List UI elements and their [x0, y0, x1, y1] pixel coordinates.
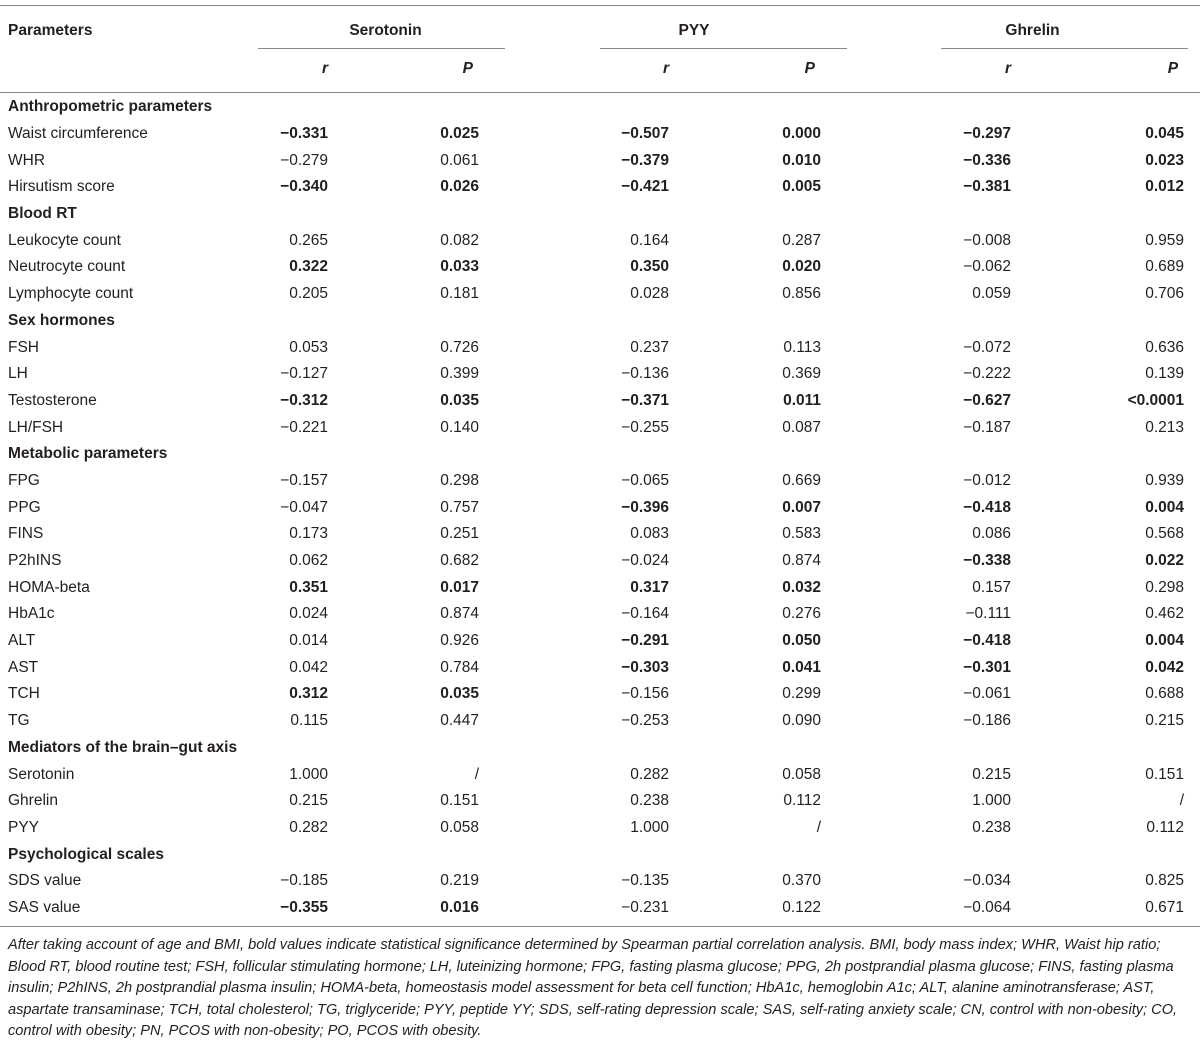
p-value-cell: 0.061 — [440, 151, 479, 169]
p-value-cell: 0.035 — [440, 391, 479, 409]
r-value-cell: −0.421 — [621, 178, 669, 196]
r-value-cell: −0.012 — [963, 471, 1012, 489]
p-value-cell: 0.399 — [440, 365, 479, 383]
r-value-cell: 0.215 — [289, 792, 328, 810]
ghrelin-p-header: P — [1167, 60, 1179, 77]
parameter-name: HOMA-beta — [8, 578, 90, 596]
r-value-cell: −0.062 — [963, 258, 1012, 276]
table-row — [0, 681, 1200, 708]
parameter-name: ALT — [8, 632, 36, 650]
r-value-cell: 0.115 — [290, 712, 328, 730]
parameter-name: Hirsutism score — [8, 178, 115, 196]
r-value-cell: −0.336 — [963, 151, 1012, 169]
table-row — [0, 414, 1200, 441]
p-value-cell: 0.050 — [782, 632, 822, 650]
p-value-cell: 0.139 — [1145, 365, 1185, 383]
p-value-cell: 0.012 — [1145, 178, 1185, 196]
p-value-cell: 0.671 — [1145, 898, 1185, 916]
p-value-cell: 0.020 — [782, 258, 822, 276]
r-value-cell: −0.136 — [621, 365, 669, 383]
table-row — [0, 334, 1200, 361]
parameter-name: PPG — [8, 498, 41, 516]
p-value-cell: 0.004 — [1145, 632, 1185, 650]
parameter-name: TCH — [8, 685, 40, 703]
r-value-cell: −0.331 — [280, 125, 328, 143]
p-value-cell: 0.706 — [1145, 285, 1185, 303]
parameter-name: HbA1c — [8, 605, 55, 623]
parameter-name: Lymphocyte count — [8, 285, 134, 303]
p-value-cell: 0.757 — [440, 498, 479, 516]
r-value-cell: −0.255 — [621, 418, 669, 436]
p-value-cell: 0.636 — [1145, 338, 1185, 356]
r-value-cell: 0.238 — [630, 792, 669, 810]
r-value-cell: −0.312 — [280, 391, 328, 409]
parameter-name: LH/FSH — [8, 418, 64, 436]
p-value-cell: 0.688 — [1145, 685, 1185, 703]
parameter-name: Neutrocyte count — [8, 258, 126, 276]
r-value-cell: −0.111 — [965, 605, 1012, 623]
r-value-cell: −0.065 — [621, 471, 669, 489]
correlation-table — [0, 6, 1200, 921]
p-value-cell: 0.939 — [1145, 471, 1185, 489]
table-row — [0, 147, 1200, 174]
parameter-name: Ghrelin — [8, 792, 58, 810]
parameter-name: FINS — [8, 525, 44, 543]
r-value-cell: −0.291 — [621, 632, 669, 650]
r-value-cell: 0.083 — [630, 525, 669, 543]
bottom-rule — [0, 926, 1200, 927]
r-value-cell: −0.156 — [621, 685, 669, 703]
p-value-cell: 0.140 — [440, 418, 479, 436]
section-row — [0, 94, 1200, 121]
r-value-cell: 0.062 — [289, 552, 328, 570]
p-value-cell: 0.874 — [782, 552, 822, 570]
p-value-cell: 0.026 — [440, 178, 479, 196]
p-value-cell: 0.035 — [440, 685, 479, 703]
r-value-cell: −0.253 — [621, 712, 669, 730]
p-value-cell: 0.151 — [1145, 765, 1185, 783]
r-value-cell: −0.396 — [621, 498, 669, 516]
table-row — [0, 227, 1200, 254]
p-value-cell: 0.087 — [782, 418, 822, 436]
r-value-cell: 0.164 — [630, 231, 669, 249]
r-value-cell: −0.072 — [963, 338, 1012, 356]
serotonin-r-header: r — [321, 60, 328, 77]
r-value-cell: 0.042 — [289, 658, 328, 676]
section-title: Mediators of the brain–gut axis — [8, 738, 238, 756]
section-row — [0, 441, 1200, 468]
p-value-cell: 0.010 — [782, 151, 822, 169]
p-value-cell: 0.042 — [1145, 658, 1185, 676]
p-value-cell: 0.215 — [1145, 712, 1185, 730]
r-value-cell: −0.127 — [280, 365, 328, 383]
p-value-cell: 0.874 — [440, 605, 479, 623]
p-value-cell: 0.007 — [782, 498, 822, 516]
p-value-cell: 0.041 — [782, 658, 822, 676]
r-value-cell: −0.627 — [963, 391, 1012, 409]
r-value-cell: 0.265 — [289, 231, 328, 249]
p-value-cell: 0.000 — [782, 125, 822, 143]
parameter-name: Serotonin — [8, 765, 75, 783]
table-row — [0, 121, 1200, 148]
table-row — [0, 601, 1200, 628]
table-row — [0, 868, 1200, 895]
p-value-cell: 0.298 — [440, 471, 479, 489]
section-title: Blood RT — [8, 205, 77, 223]
r-value-cell: 1.000 — [630, 818, 669, 836]
p-value-cell: / — [816, 818, 822, 836]
r-value-cell: 0.351 — [289, 578, 328, 596]
table-row — [0, 708, 1200, 735]
p-value-cell: 0.113 — [783, 338, 822, 356]
table-row — [0, 761, 1200, 788]
r-value-cell: −0.301 — [963, 658, 1012, 676]
section-row — [0, 201, 1200, 228]
r-value-cell: 0.317 — [630, 578, 669, 596]
r-value-cell: 0.215 — [972, 765, 1012, 783]
r-value-cell: −0.279 — [280, 151, 328, 169]
parameter-name: SDS value — [8, 872, 82, 890]
p-value-cell: 0.219 — [440, 872, 479, 890]
r-value-cell: 0.173 — [289, 525, 328, 543]
p-value-cell: 0.045 — [1145, 125, 1185, 143]
p-value-cell: 0.298 — [1145, 578, 1185, 596]
section-row — [0, 308, 1200, 335]
r-value-cell: −0.379 — [621, 151, 669, 169]
r-value-cell: −0.231 — [621, 898, 669, 916]
r-value-cell: −0.135 — [621, 872, 669, 890]
p-value-cell: 0.856 — [782, 285, 822, 303]
r-value-cell: −0.418 — [963, 498, 1012, 516]
r-value-cell: −0.061 — [963, 685, 1012, 703]
p-value-cell: 0.299 — [782, 685, 822, 703]
r-value-cell: −0.355 — [280, 898, 328, 916]
parameter-name: TG — [8, 712, 30, 730]
r-value-cell: −0.008 — [963, 231, 1012, 249]
section-title: Sex hormones — [8, 311, 115, 329]
p-value-cell: 0.689 — [1145, 258, 1185, 276]
p-value-cell: 0.090 — [782, 712, 822, 730]
r-value-cell: −0.187 — [963, 418, 1012, 436]
r-value-cell: 0.053 — [289, 338, 328, 356]
pyy-p-header: P — [804, 60, 816, 77]
r-value-cell: 0.205 — [289, 285, 328, 303]
parameter-name: Testosterone — [8, 391, 97, 409]
section-title: Psychological scales — [8, 845, 164, 863]
r-value-cell: −0.340 — [280, 178, 328, 196]
parameter-name: WHR — [8, 151, 46, 169]
p-value-cell: 0.023 — [1145, 151, 1185, 169]
r-value-cell: −0.418 — [963, 632, 1012, 650]
p-value-cell: 0.583 — [782, 525, 822, 543]
r-value-cell: 1.000 — [972, 792, 1012, 810]
parameter-name: P2hINS — [8, 552, 62, 570]
r-value-cell: −0.064 — [963, 898, 1012, 916]
section-row — [0, 735, 1200, 762]
table-row — [0, 494, 1200, 521]
p-value-cell: <0.0001 — [1127, 391, 1185, 409]
table-row — [0, 361, 1200, 388]
section-title: Anthropometric parameters — [8, 98, 213, 116]
table-row — [0, 895, 1200, 922]
p-value-cell: 0.112 — [783, 792, 822, 810]
table-row — [0, 254, 1200, 281]
r-value-cell: 0.157 — [972, 578, 1012, 596]
p-value-cell: 0.033 — [440, 258, 479, 276]
r-value-cell: 0.282 — [630, 765, 669, 783]
p-value-cell: 0.181 — [440, 285, 479, 303]
p-value-cell: 0.112 — [1146, 818, 1185, 836]
serotonin-header: Serotonin — [349, 22, 422, 39]
parameter-name: Waist circumference — [8, 125, 148, 143]
p-value-cell: 0.151 — [440, 792, 479, 810]
r-value-cell: 0.312 — [289, 685, 328, 703]
p-value-cell: 0.025 — [440, 125, 479, 143]
ghrelin-r-header: r — [1004, 60, 1012, 77]
p-value-cell: 0.959 — [1145, 231, 1185, 249]
parameters-header: Parameters — [8, 22, 93, 39]
p-value-cell: 0.276 — [782, 605, 822, 623]
p-value-cell: 0.011 — [783, 391, 822, 409]
p-value-cell: 0.568 — [1145, 525, 1185, 543]
r-value-cell: −0.157 — [280, 471, 328, 489]
p-value-cell: 0.447 — [440, 712, 479, 730]
r-value-cell: 0.350 — [630, 258, 669, 276]
p-value-cell: 0.122 — [782, 898, 822, 916]
r-value-cell: −0.024 — [621, 552, 669, 570]
table-row — [0, 548, 1200, 575]
pyy-r-header: r — [662, 60, 669, 77]
p-value-cell: 0.016 — [440, 898, 479, 916]
ghrelin-header: Ghrelin — [1005, 22, 1060, 39]
r-value-cell: 0.014 — [289, 632, 328, 650]
p-value-cell: 0.005 — [782, 178, 822, 196]
r-value-cell: −0.507 — [621, 125, 669, 143]
pyy-header: PYY — [678, 22, 710, 39]
p-value-cell: 0.726 — [440, 338, 479, 356]
table-row — [0, 388, 1200, 415]
p-value-cell: 0.784 — [440, 658, 479, 676]
p-value-cell: 0.370 — [782, 872, 822, 890]
parameter-name: AST — [8, 658, 39, 676]
r-value-cell: −0.222 — [963, 365, 1012, 383]
r-value-cell: 0.086 — [972, 525, 1012, 543]
p-value-cell: 0.082 — [440, 231, 479, 249]
table-row — [0, 281, 1200, 308]
p-value-cell: 0.825 — [1145, 872, 1185, 890]
table-row — [0, 574, 1200, 601]
p-value-cell: 0.058 — [782, 765, 822, 783]
r-value-cell: −0.338 — [963, 552, 1012, 570]
parameter-name: Leukocyte count — [8, 231, 121, 249]
p-value-cell: 0.004 — [1145, 498, 1185, 516]
r-value-cell: 0.238 — [972, 818, 1012, 836]
r-value-cell: −0.034 — [963, 872, 1012, 890]
p-value-cell: 0.032 — [782, 578, 822, 596]
parameter-name: FSH — [8, 338, 39, 356]
p-value-cell: 0.017 — [440, 578, 479, 596]
p-value-cell: 0.022 — [1145, 552, 1185, 570]
p-value-cell: 0.058 — [440, 818, 479, 836]
p-value-cell: 0.369 — [782, 365, 822, 383]
table-row — [0, 654, 1200, 681]
r-value-cell: 0.024 — [289, 605, 328, 623]
p-value-cell: 0.251 — [440, 525, 479, 543]
section-row — [0, 841, 1200, 868]
p-value-cell: 0.669 — [782, 471, 822, 489]
r-value-cell: 0.322 — [289, 258, 328, 276]
p-value-cell: 0.462 — [1145, 605, 1185, 623]
section-title: Metabolic parameters — [8, 445, 168, 463]
serotonin-p-header: P — [462, 60, 473, 77]
r-value-cell: −0.303 — [621, 658, 669, 676]
parameter-name: LH — [8, 365, 28, 383]
r-value-cell: −0.381 — [963, 178, 1012, 196]
table-row — [0, 468, 1200, 495]
r-value-cell: 0.059 — [972, 285, 1012, 303]
table-footnote: After taking account of age and BMI, bold values indicate statistical significance determined by Spearman partial correlation analysis. BMI, body mass index; WHR, Waist hip ratio; Blood RT, blood routine test; FSH, follicular stimulating hormone; LH, luteinizing hormone; FPG, fasting plasma glucose; PPG, 2h postprandial plasma glucose; FINS, fasting plasma insulin; P2hINS, 2h postprandial plasma insulin; HOMA-beta, homeostasis model assessment for beta cell function; HbA1c, hemoglobin A1c; ALT, alanine aminotransferase; AST, aspartate transaminase; TCH, total cholesterol; TG, triglyceride; PYY, peptide YY; SDS, self-rating depression scale; SAS, self-rating anxiety scale; CN, control with non-obesity; CO, control with obesity; PN, PCOS with non-obesity; PO, PCOS with obesity. — [8, 937, 1178, 1039]
r-value-cell: −0.186 — [963, 712, 1012, 730]
table-row — [0, 174, 1200, 201]
r-value-cell: −0.221 — [280, 418, 328, 436]
parameter-name: FPG — [8, 471, 40, 489]
r-value-cell: −0.185 — [280, 872, 328, 890]
table-row — [0, 521, 1200, 548]
table-row — [0, 815, 1200, 842]
parameter-name: PYY — [8, 818, 40, 836]
table-row — [0, 788, 1200, 815]
r-value-cell: 0.282 — [289, 818, 328, 836]
p-value-cell: 0.926 — [440, 632, 479, 650]
r-value-cell: 0.237 — [630, 338, 669, 356]
r-value-cell: 1.000 — [289, 765, 328, 783]
p-value-cell: 0.287 — [782, 231, 822, 249]
parameter-name: SAS value — [8, 898, 81, 916]
table-body — [0, 94, 1200, 921]
r-value-cell: −0.164 — [621, 605, 669, 623]
r-value-cell: −0.047 — [280, 498, 328, 516]
p-value-cell: / — [474, 765, 479, 783]
table-row — [0, 628, 1200, 655]
p-value-cell: 0.213 — [1145, 418, 1185, 436]
p-value-cell: 0.682 — [440, 552, 479, 570]
r-value-cell: −0.297 — [963, 125, 1012, 143]
r-value-cell: −0.371 — [621, 391, 669, 409]
p-value-cell: / — [1179, 792, 1185, 810]
r-value-cell: 0.028 — [630, 285, 669, 303]
